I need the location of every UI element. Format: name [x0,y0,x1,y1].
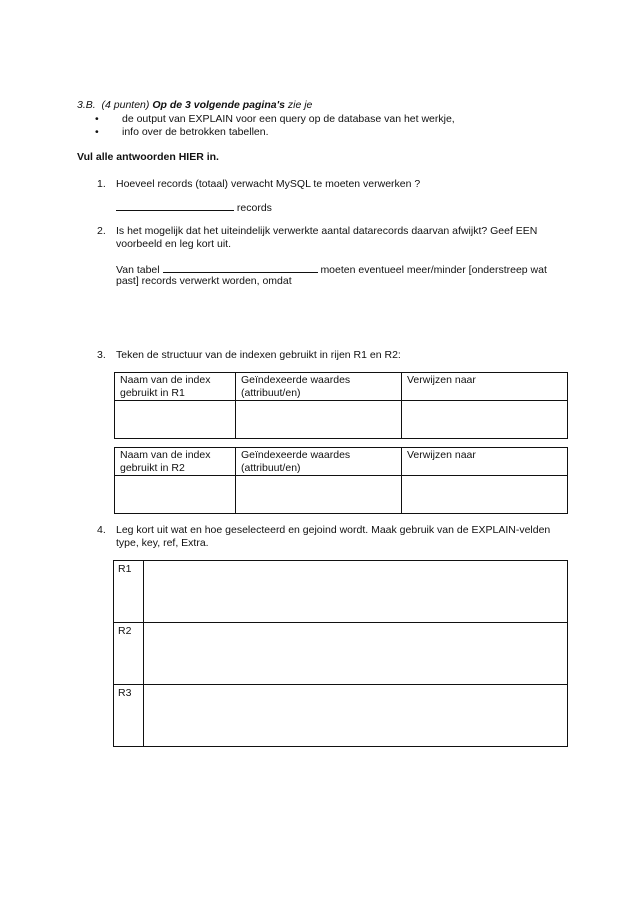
answer-cell[interactable] [236,476,402,514]
table-header-cell: Naam van de index gebruikt in R2 [115,448,236,476]
table-header-cell: Verwijzen naar [402,448,568,476]
bullet-text: info over de betrokken tabellen. [122,126,269,138]
table-header-cell: Geïndexeerde waardes (attribuut/en) [236,448,402,476]
answer-mid: moeten eventueel meer/minder [onderstreep wat [320,264,547,276]
question-3-text: Teken de structuur van de indexen gebruikt in rijen R1 en R2: [116,349,401,361]
question-1-text: Hoeveel records (totaal) verwacht MySQL te moeten verwerken ? [116,178,421,190]
index-table-r1 [114,372,568,439]
table-header-cell: Geïndexeerde waardes (attribuut/en) [236,373,402,401]
question-1-number: 1. [97,178,106,190]
answer-cell-r3[interactable] [144,685,568,747]
section-number: 3.B. [77,99,96,111]
answer-cell[interactable] [402,476,568,514]
bullet-text: de output van EXPLAIN voor een query op de database van het werkje, [122,113,455,125]
answer-prefix: Van tabel [116,264,160,276]
table-header-cell: Verwijzen naar [402,373,568,401]
index-table-r2 [114,447,568,514]
question-1-answer [116,200,272,216]
answer-blank-line[interactable] [116,200,234,211]
section-intro-bold: Op de 3 volgende pagina's [152,99,285,111]
table-header-cell: Naam van de index gebruikt in R1 [115,373,236,401]
answer-cell[interactable] [236,401,402,439]
question-4-text-line1: Leg kort uit wat en hoe geselecteerd en gejoind wordt. Maak gebruik van de EXPLAIN-velden [116,524,551,536]
answer-cell-r1[interactable] [144,561,568,623]
question-2-text-line1: Is het mogelijk dat het uiteindelijk verwerkte aantal datarecords daarvan afwijkt? Geef EEN [116,225,538,237]
explain-answer-table [113,560,568,747]
question-2-number: 2. [97,225,106,237]
answer-blank-line[interactable] [163,262,318,273]
instruction-text: Vul alle antwoorden HIER in. [77,151,219,163]
bullet-icon: • [95,126,99,138]
answer-cell-r2[interactable] [144,623,568,685]
question-4-text-line2: type, key, ref, Extra. [116,537,209,549]
row-label-r1: R1 [114,561,144,623]
answer-cell[interactable] [115,401,236,439]
question-3-number: 3. [97,349,106,361]
question-2-answer-line2: past] records verwerkt worden, omdat [116,275,292,287]
question-4-number: 4. [97,524,106,536]
section-heading [77,99,312,113]
row-label-r2: R2 [114,623,144,685]
records-label: records [236,202,272,214]
section-intro-rest: zie je [287,99,313,111]
answer-cell[interactable] [115,476,236,514]
bullet-icon: • [95,113,99,125]
question-2-text-line2: voorbeeld en leg kort uit. [116,238,231,250]
answer-cell[interactable] [402,401,568,439]
row-label-r3: R3 [114,685,144,747]
section-points: (4 punten) [101,99,150,111]
